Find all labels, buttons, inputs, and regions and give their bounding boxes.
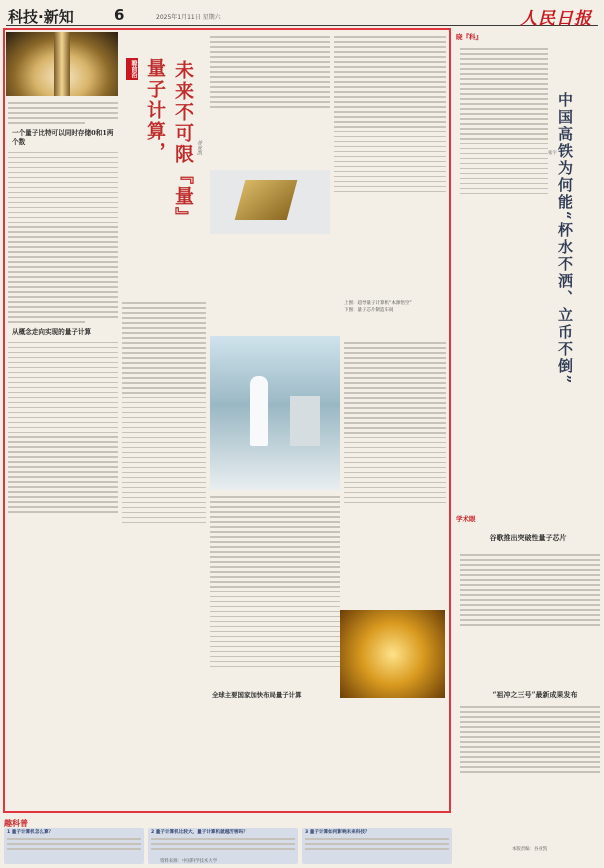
- right-section-2: [456, 514, 600, 543]
- right-section2-body: [460, 552, 600, 682]
- footer-credit: 资料来源：中国科学技术大学: [160, 859, 218, 864]
- feature-kicker: 瞭前沿: [126, 58, 138, 80]
- qa-box-3: [302, 828, 452, 864]
- right-kicker: 晓『科』: [456, 33, 482, 41]
- subhead-3: 全球主要国家加快布局量子计算: [212, 691, 302, 699]
- right-author: 张宇: [548, 151, 557, 156]
- right-article-col: [460, 46, 548, 456]
- section3-headline: “祖冲之三号”最新成果发布: [492, 690, 578, 699]
- qa-question-1: 1 量子计算机怎么算？: [7, 830, 54, 835]
- subhead-2: 从概念走向实现的量子计算: [12, 327, 92, 336]
- photo-captions: [344, 300, 444, 340]
- right-column: [456, 32, 600, 41]
- lab-photo: [210, 336, 340, 490]
- page-number: 6: [114, 6, 125, 24]
- article-column-6: [210, 494, 340, 794]
- feature-byline: 谷业凯: [196, 140, 202, 155]
- article-column-2: [122, 300, 206, 800]
- qa-row: [4, 828, 452, 866]
- caption-bottom: 下图：量子芯片制造车间: [344, 308, 394, 313]
- article-column-1: [8, 100, 118, 800]
- right-headline: 中国高铁为何能“杯水不洒、立币不倒”: [556, 92, 574, 386]
- feature-title-line2: 未来不可限『量』: [172, 60, 194, 228]
- cryostat-image: [6, 32, 118, 96]
- qa-section-title: 趣科普: [4, 819, 28, 828]
- issue-date: 2025年1月11日 星期六: [156, 14, 221, 21]
- caption-top: 上图：超导量子计算机“本源悟空”: [344, 301, 412, 306]
- qa-question-3: 3 量子计算如何影响未来科技？: [305, 830, 370, 835]
- feature-title-line1: 量子计算，: [144, 58, 166, 163]
- section2-kicker: 学术眼: [456, 515, 476, 523]
- qa-box-1: [4, 828, 144, 864]
- section2-headline: 谷歌推出突破性量子芯片: [489, 533, 567, 542]
- newspaper-logo: 人民日报: [520, 9, 592, 29]
- quantum-chip-image: [210, 170, 330, 234]
- footer-editor: 本版责编：谷业凯: [512, 847, 548, 852]
- qa-question-2: 2 量子计算机比较大，量子计算机就越厉害吗？: [151, 830, 248, 835]
- article-column-3: [210, 34, 330, 166]
- section-title: 科技·新知: [8, 8, 74, 26]
- chips-image: [340, 610, 445, 698]
- article-column-5: [344, 340, 446, 610]
- subhead-1: 一个量子比特可以同时存储0和1两个数: [12, 128, 114, 146]
- article-column-4: [334, 34, 446, 334]
- page-header: [6, 6, 598, 29]
- right-section3-body: [460, 704, 600, 816]
